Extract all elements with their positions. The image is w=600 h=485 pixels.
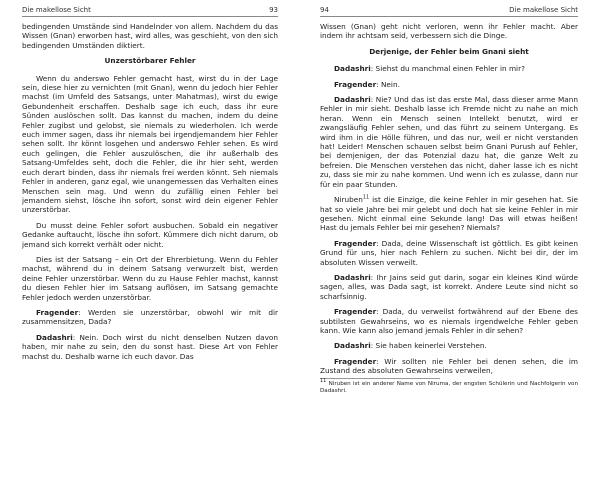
dialogue-line: [320, 273, 578, 301]
speaker-label: Fragender: [334, 238, 377, 248]
speaker-label: Dadashri: [334, 341, 371, 351]
footnote-rule: [320, 378, 440, 379]
left-answer: [22, 333, 278, 361]
dialogue-text: : Sie haben keinerlei Verstehen.: [370, 341, 487, 351]
speaker-label: Dadashri: [334, 64, 371, 74]
left-question: [22, 308, 278, 327]
left-body: [22, 22, 278, 367]
niruben-text: ist die Einzige, die keine Fehler in mir gesehen hat. Sie hat so viele Jahre bei mir gelebt und doch hat sie keine Fehler in mir gesehen. Nicht einmal eine Sekunde lang! Das will etwas heißen! Hast du jemals Fehler bei mir gesehen? Niemals?: [320, 195, 578, 233]
speaker-label: Fragender: [36, 307, 79, 317]
niruben-paragraph: [320, 195, 578, 233]
left-header-title: Die makellose Sicht: [22, 6, 91, 14]
answer-text: : Nein. Doch wirst du nicht denselben Nutzen davon haben, mir nahe zu sein, den du sonst hast. Diese Art von Fehler machst du. Deshalb warne ich euch davor. Das: [22, 332, 278, 361]
dialogue-text: : Siehst du manchmal einen Fehler in mir?: [370, 64, 525, 74]
dialogue-text: : Nie? Und das ist das erste Mal, dass dieser arme Mann Fehler in mir sieht. Deshalb lasse ich Fremde nicht zu nahe an mich heran. Wenn ein Mensch seinen Intellekt benutzt, wird er zwangsläufig Fehler sehen, und das führt zu seinem Untergang. Es wird ihm in die Hölle führen, und das nur, weil er nicht verstanden hat! Leider! Menschen schauen selbst beim Gnani Purush auf Fehler, bei demjenigen, der das Potenzial dazu hat, die ganze Welt zu befreien. Die Menschen verstehen das nicht, daher lasse ich es nicht zu, dass sie mir zu nahe kommen. Und wenn ich es zulasse, dann nur für ein paar Stunden.: [320, 95, 578, 189]
footnote-reference: 11: [362, 194, 370, 201]
question-text: : Werden sie unzerstörbar, obwohl wir mit dir zusammensitzen, Dada?: [22, 307, 278, 327]
left-intro: bedingenden Umstände sind Handelnder von allem. Nachdem du das Wissen (Gnan) erworben hast, wird alles, was geschieht, von den sich bedingenden Umständen diktiert.: [22, 22, 278, 50]
right-header-title: Die makellose Sicht: [509, 6, 578, 14]
right-body: [320, 22, 578, 395]
left-heading: Unzerstörbarer Fehler: [104, 56, 196, 66]
dialogue-line: [320, 341, 578, 350]
left-page-number: 93: [269, 6, 278, 14]
right-page-number: 94: [320, 6, 329, 14]
footnote-number: 11: [320, 377, 327, 384]
dialogue-text: : Ihr Jains seid gut darin, sogar ein kleines Kind würde sagen, alles, was Dada sagt, ist korrekt. Andere Leute sind nicht so scharfsinnig.: [320, 272, 578, 301]
dialogue-line: [320, 80, 578, 89]
footnote: [320, 377, 579, 395]
speaker-label: Fragender: [334, 307, 377, 317]
dialogue-text: : Wir sollten nie Fehler bei denen sehen, die im Zustand des absoluten Gewahrseins verweilen,: [320, 356, 578, 376]
dialogue-text: : Dada, deine Wissenschaft ist göttlich. Es gibt keinen Grund für uns, hier nach Fehlern zu suchen. Nicht bei dir, der im absoluten Wissen verweilt.: [320, 238, 578, 267]
footnote-text: Niruben ist ein anderer Name von Niruma, der engsten Schülerin und Nachfolgerin von Dadashri.: [320, 380, 579, 394]
right-heading: Derjenige, der Fehler beim Gnani sieht: [369, 46, 529, 56]
speaker-label: Fragender: [334, 79, 377, 89]
dialogue-text: : Dada, du verweilst fortwährend auf der Ebene des subtilsten Gewahrseins, wo es niemals irgendwelche Fehler geben kann. Wie kann also jemand jemals Fehler in dir sehen?: [320, 307, 578, 335]
dialogue-line: [320, 307, 578, 335]
right-header-rule: [320, 16, 578, 17]
dialogue-line: [320, 95, 578, 189]
dialogue-text: : Nein.: [376, 79, 400, 89]
dialogue-line: [320, 64, 578, 73]
dialogue-line: [320, 239, 578, 267]
right-page: [300, 0, 600, 485]
right-intro: Wissen (Gnan) geht nicht verloren, wenn ihr Fehler macht. Aber indem ihr achtsam seid, verbessern sich die Dinge.: [320, 22, 578, 41]
left-paragraph-2: Du musst deine Fehler sofort ausbuchen. Sobald ein negativer Gedanke auftaucht, lösche ihn sofort. Kümmere dich nicht darum, ob jemand sich korrekt verhält oder nicht.: [22, 220, 278, 249]
left-paragraph-3: Dies ist der Satsang – ein Ort der Ehrerbietung. Wenn du Fehler machst, während du in deinem Satsang verwurzelt bist, werden deine Fehler unzerstörbar. Wenn du zu Hause Fehler machst, kannst du diesen Fehler hier im Satsang auflösen, im Satsang gemachte Fehler jedoch werden unzerstörbar.: [22, 254, 278, 302]
speaker-label: Dadashri: [36, 332, 73, 342]
niruben-name: Niruben: [334, 195, 363, 205]
speaker-label: Fragender: [334, 356, 377, 366]
left-header-rule: [22, 16, 278, 17]
speaker-label: Dadashri: [334, 95, 371, 105]
left-paragraph-1: Wenn du anderswo Fehler gemacht hast, wirst du in der Lage sein, diese hier zu vernichten (mit Gnan), wenn du jedoch hier Fehler machst (im Umfeld des Satsangs, unter Mahatmas), wirst du ewige Gebundenheit erschaffen. Deshalb sage ich euch, dass ihr eure Sünden auslöschen sollt. Das kannst du machen, indem du deine Fehler zugibst und gelobst, sie niemals zu wiederholen. Ich werde euch immer sagen, dass ihr niemals bei irgendjemandem hier Fehler sehen sollt. Ihr könnt losgehen und anderswo Fehler sehen. Es wird euch gelingen, die Fehler auszulöschen, die ihr außerhalb des Satsang-Umfeldes seht, doch die Fehler, die ihr hier seht, werden euch derart binden, dass ihr niemals frei werden könnt. Seh niemals Fehler in anderen, ganz egal, wie unangemessen das Verhalten eines Menschen sein mag. Und wenn du zufällig einen Fehler bei jemandem siehst, lösche ihn sofort, sonst wird dein eigener Fehler unzerstörbar.: [22, 73, 278, 215]
speaker-label: Dadashri: [334, 272, 371, 282]
dialogue-line: [320, 357, 578, 376]
